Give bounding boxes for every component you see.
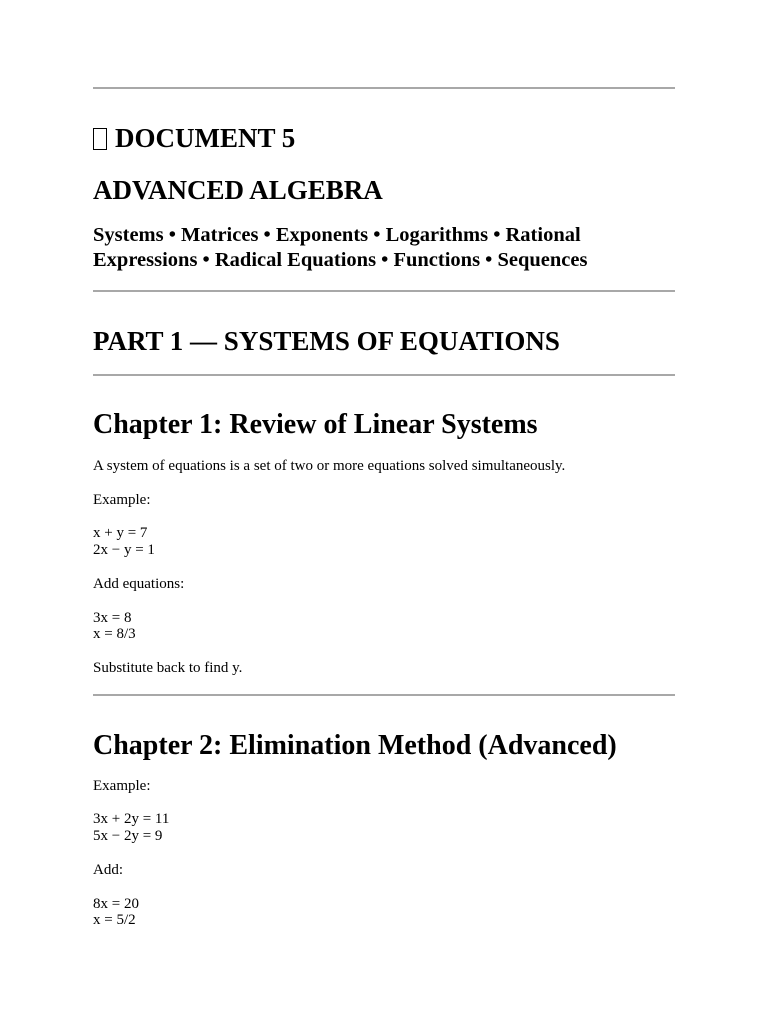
document-topics: Systems • Matrices • Exponents • Logarithms • Rational Expressions • Radical Equations • Functions • Sequences — [93, 224, 588, 271]
missing-glyph-icon — [93, 128, 107, 150]
chapter-2-step-label: Add: — [93, 862, 123, 878]
divider — [93, 374, 675, 376]
part-heading: PART 1 — SYSTEMS OF EQUATIONS — [93, 326, 560, 356]
document-label-text: DOCUMENT 5 — [115, 123, 296, 153]
chapter-2-heading: Chapter 2: Elimination Method (Advanced) — [93, 730, 617, 761]
chapter-2-example-label: Example: — [93, 778, 151, 794]
chapter-1-intro: A system of equations is a set of two or more equations solved simultaneously. — [93, 458, 566, 474]
chapter-2-result-1: 8x = 20 — [93, 896, 139, 912]
chapter-1-heading: Chapter 1: Review of Linear Systems — [93, 409, 538, 440]
divider — [93, 87, 675, 89]
chapter-1-conclusion: Substitute back to find y. — [93, 660, 243, 676]
divider — [93, 694, 675, 696]
chapter-1-equation-2: 2x − y = 1 — [93, 542, 155, 558]
chapter-2-equation-2: 5x − 2y = 9 — [93, 828, 163, 844]
chapter-2-result-2: x = 5/2 — [93, 912, 136, 928]
document-title: ADVANCED ALGEBRA — [93, 175, 383, 205]
chapter-1-example-label: Example: — [93, 492, 151, 508]
divider — [93, 290, 675, 292]
chapter-1-result-1: 3x = 8 — [93, 610, 132, 626]
chapter-1-result-2: x = 8/3 — [93, 626, 136, 642]
chapter-1-step-label: Add equations: — [93, 576, 185, 592]
chapter-2-equation-1: 3x + 2y = 11 — [93, 811, 170, 827]
chapter-1-equation-1: x + y = 7 — [93, 525, 148, 541]
document-label — [93, 122, 295, 154]
